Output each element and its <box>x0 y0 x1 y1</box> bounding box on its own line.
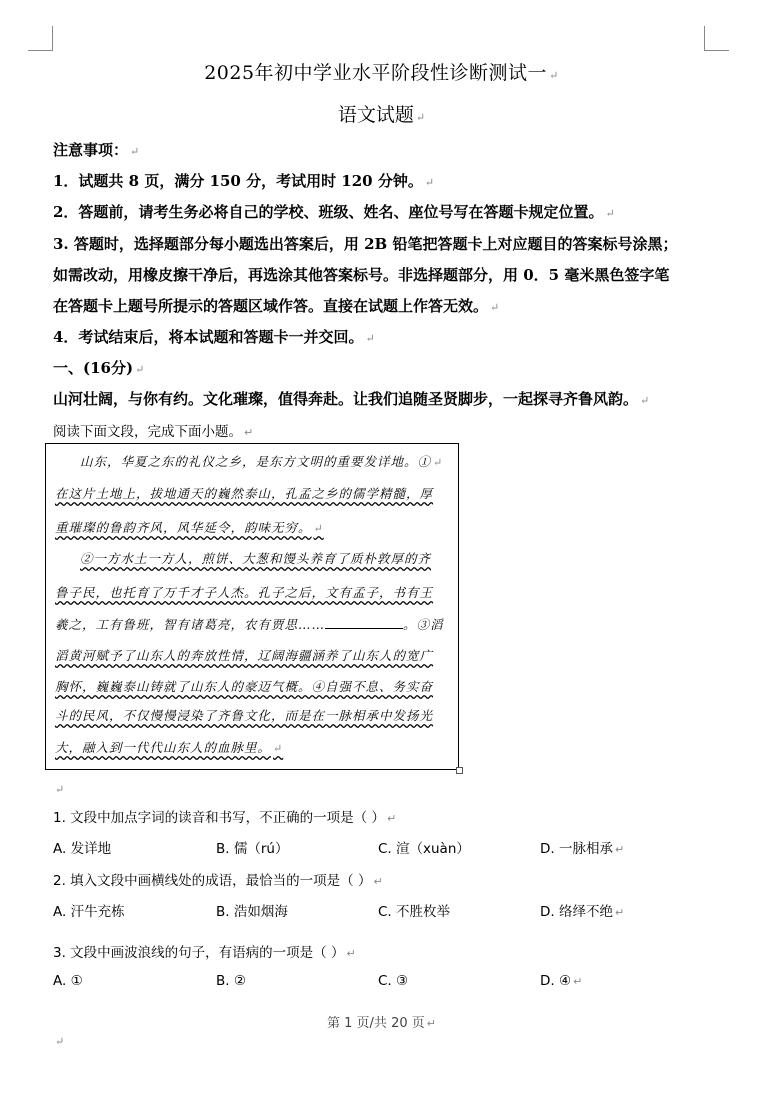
question-2-option-b: B. 浩如烟海 <box>216 904 288 920</box>
passage-line-8: 胸怀，巍巍泰山铸就了山东人的豪迈气概。④自强不息、务实奋 <box>55 679 434 694</box>
passage-line-4: ②一方水土一方人，煎饼、大葱和馒头养育了质朴敦厚的齐 <box>80 551 432 566</box>
question-1-option-b: B. 儒（rú） <box>216 841 289 857</box>
question-3-stem: 3. 文段中画波浪线的句子，有语病的一项是（ ） ↵ <box>53 945 356 961</box>
notice-item-1: 1．试题共 8 页，满分 150 分，考试用时 120 分钟。 ↵ <box>53 172 435 190</box>
reading-instruction: 阅读下面文段，完成下面小题。 ↵ <box>53 424 254 440</box>
section-intro: 山河壮阔，与你有约。文化璀璨，值得奔赴。让我们追随圣贤脚步，一起探寻齐鲁风韵。 ↵ <box>53 390 650 408</box>
notice-heading: 注意事项： ↵ <box>53 141 140 159</box>
paragraph-mark: ↵ <box>415 111 426 124</box>
question-3-option-d: D. ④ ↵ <box>540 973 583 989</box>
exam-title: 2025年初中学业水平阶段性诊断测试一 ↵ <box>204 62 559 84</box>
notice-item-3-line-2: 如需改动，用橡皮擦干净后，再选涂其他答案标号。非选择题部分，用 0．5 毫米黑色签字笔 <box>53 266 670 284</box>
question-1-option-d: D. 一脉相承 ↵ <box>540 841 625 857</box>
question-3-option-c: C. ③ <box>378 973 409 989</box>
passage-line-7: 滔黄河赋予了山东人的奔放性情，辽阔海疆涵养了山东人的宽广 <box>55 648 434 663</box>
empty-paragraph-mark: ↵ <box>55 783 65 796</box>
page-number-footer: 第 1 页/共 20 页 ↵ <box>327 1016 436 1031</box>
passage-line-9: 斗的民风，不仅慢慢浸染了齐鲁文化，而是在一脉相承中发扬光 <box>55 708 434 723</box>
passage-line-2: 在这片土地上，拔地通天的巍然泰山，孔孟之乡的儒学精髓，厚 <box>55 486 434 501</box>
passage-line-3: 重璀璨的鲁韵齐风，风华延令，韵味无穷。 ↵ <box>55 520 324 535</box>
section-heading: 一、(16分) ↵ <box>53 359 145 377</box>
question-1-option-a: A. 发详地 <box>53 841 112 857</box>
passage-line-6: 羲之，工有鲁班，智有诸葛亮，农有贾思…… 。③滔 <box>55 617 444 632</box>
crop-mark-top-left <box>28 26 53 51</box>
question-2-stem: 2. 填入文段中画横线处的成语，最恰当的一项是（ ） ↵ <box>53 873 383 889</box>
notice-item-3-line-3: 在答题卡上题号所提示的答题区域作答。直接在试题上作答无效。 ↵ <box>53 297 500 315</box>
notice-item-2: 2．答题前，请考生务必将自己的学校、班级、姓名、座位号写在答题卡规定位置。 ↵ <box>53 203 615 221</box>
passage-line-10: 大，融入到一代代山东人的血脉里。 ↵ <box>55 740 284 755</box>
notice-item-4: 4．考试结束后，将本试题和答题卡一并交回。 ↵ <box>53 328 375 346</box>
fill-in-blank <box>325 616 403 629</box>
question-2-option-d: D. 络绎不绝 ↵ <box>540 904 625 920</box>
paragraph-mark: ↵ <box>549 69 559 82</box>
question-1-stem: 1. 文段中加点字词的读音和书写，不正确的一项是（ ） ↵ <box>53 810 397 826</box>
exam-subtitle: 语文试题 ↵ <box>337 104 426 126</box>
question-3-option-b: B. ② <box>216 973 246 989</box>
textbox-resize-handle[interactable] <box>456 767 463 774</box>
passage-line-5: 鲁子民，也托育了万千才子人杰。孔子之后，文有孟子，书有王 <box>55 585 434 600</box>
notice-item-3-line-1: 3. 答题时，选择题部分每小题选出答案后，用 2B 铅笔把答题卡上对应题目的答案标号涂黑； <box>53 235 678 253</box>
passage-line-1: 山东，华夏之东的礼仪之乡，是东方文明的重要发详地。① ↵ <box>80 454 444 469</box>
crop-mark-top-right <box>704 26 729 51</box>
question-2-option-a: A. 汗牛充栋 <box>53 904 125 920</box>
question-3-option-a: A. ① <box>53 973 83 989</box>
question-2-option-c: C. 不胜枚举 <box>378 904 451 920</box>
question-1-option-c: C. 渲（xuàn） <box>378 841 470 857</box>
empty-paragraph-mark: ↵ <box>55 1035 65 1048</box>
